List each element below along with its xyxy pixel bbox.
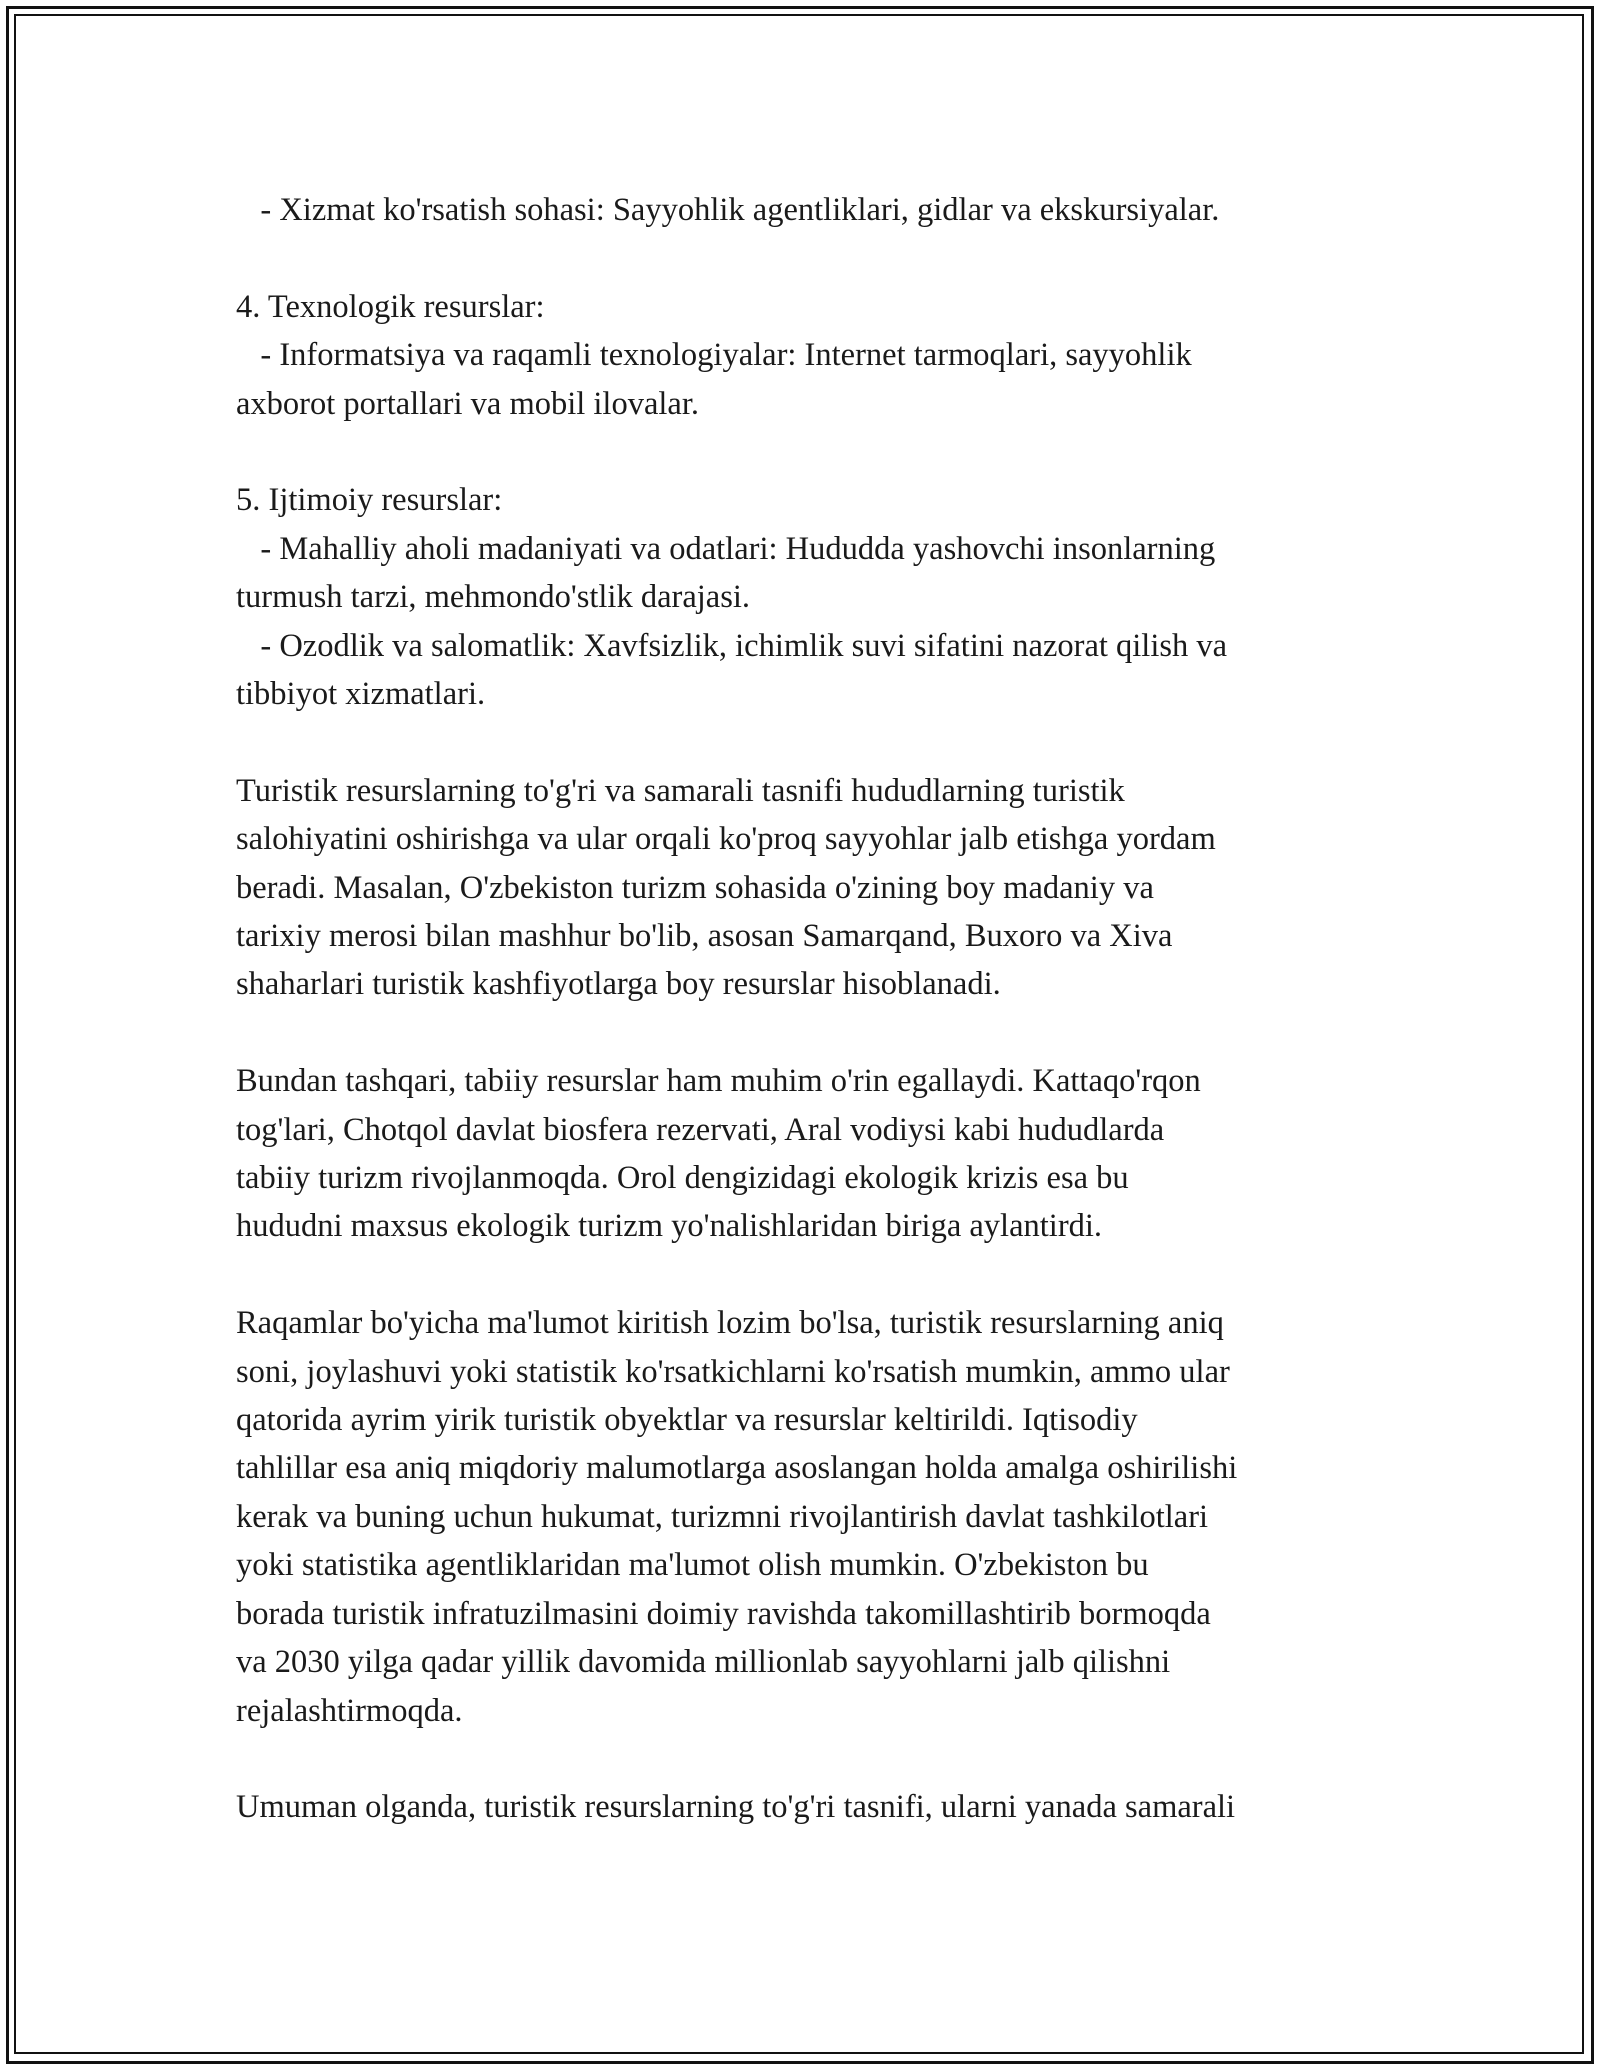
text-line: beradi. Masalan, O'zbekiston turizm sohasida o'zining boy madaniy va: [236, 869, 1154, 906]
text-line: hududni maxsus ekologik turizm yo'nalishlaridan biriga aylantirdi.: [236, 1208, 1103, 1245]
text-line: shaharlari turistik kashfiyotlarga boy resurslar hisoblanadi.: [236, 966, 1001, 1003]
text-line: tibbiyot xizmatlari.: [236, 676, 486, 713]
text-line: 5. Ijtimoiy resurslar:: [236, 482, 503, 519]
text-line: yoki statistika agentliklaridan ma'lumot olish mumkin. O'zbekiston bu: [236, 1547, 1149, 1584]
text-line: va 2030 yilga qadar yillik davomida millionlab sayyohlarni jalb qilishni: [236, 1644, 1171, 1681]
blank-line: [236, 234, 1376, 282]
text-line: Bundan tashqari, tabiiy resurslar ham muhim o'rin egallaydi. Kattaqo'rqon: [236, 1063, 1201, 1100]
text-line: - Xizmat ko'rsatish sohasi: Sayyohlik agentliklari, gidlar va ekskursiyalar.: [236, 192, 1220, 228]
text-line: turmush tarzi, mehmondo'stlik darajasi.: [236, 579, 751, 616]
text-line: tahlillar esa aniq miqdoriy malumotlarga asoslangan holda amalga oshirilishi: [236, 1450, 1238, 1487]
document-body: [236, 186, 1376, 1832]
blank-line: [236, 718, 1376, 766]
text-line: kerak va buning uchun hukumat, turizmni rivojlantirish davlat tashkilotlari: [236, 1498, 1209, 1535]
text-line: 4. Texnologik resurslar:: [236, 288, 545, 325]
text-line: tabiiy turizm rivojlanmoqda. Orol dengizidagi ekologik krizis esa bu: [236, 1160, 1129, 1197]
blank-line: [236, 1735, 1376, 1783]
text-line: rejalashtirmoqda.: [236, 1692, 463, 1729]
blank-line: [236, 1009, 1376, 1057]
text-line: - Ozodlik va salomatlik: Xavfsizlik, ichimlik suvi sifatini nazorat qilish va: [236, 627, 1228, 664]
text-line: - Informatsiya va raqamli texnologiyalar: Internet tarmoqlari, sayyohlik: [236, 337, 1192, 374]
text-line: Raqamlar bo'yicha ma'lumot kiritish lozim bo'lsa, turistik resurslarning aniq: [236, 1305, 1224, 1342]
text-line: borada turistik infratuzilmasini doimiy ravishda takomillashtirib bormoqda: [236, 1595, 1211, 1632]
text-line: tarixiy merosi bilan mashhur bo'lib, asosan Samarqand, Buxoro va Xiva: [236, 918, 1173, 955]
text-line: tog'lari, Chotqol davlat biosfera rezervati, Aral vodiysi kabi hududlarda: [236, 1111, 1165, 1148]
text-line: Turistik resurslarning to'g'ri va samarali tasnifi hududlarning turistik: [236, 772, 1125, 809]
blank-line: [236, 1251, 1376, 1299]
text-line: salohiyatini oshirishga va ular orqali ko'proq sayyohlar jalb etishga yordam: [236, 821, 1216, 858]
text-line: - Mahalliy aholi madaniyati va odatlari: Hududda yashovchi insonlarning: [236, 530, 1216, 567]
blank-line: [236, 428, 1376, 476]
text-line: soni, joylashuvi yoki statistik ko'rsatkichlarni ko'rsatish mumkin, ammo ular: [236, 1353, 1230, 1390]
text-line: qatorida ayrim yirik turistik obyektlar va resurslar keltirildi. Iqtisodiy: [236, 1402, 1138, 1439]
text-line: Umuman olganda, turistik resurslarning to'g'ri tasnifi, ularni yanada samarali: [236, 1789, 1236, 1826]
text-line: axborot portallari va mobil ilovalar.: [236, 385, 699, 422]
